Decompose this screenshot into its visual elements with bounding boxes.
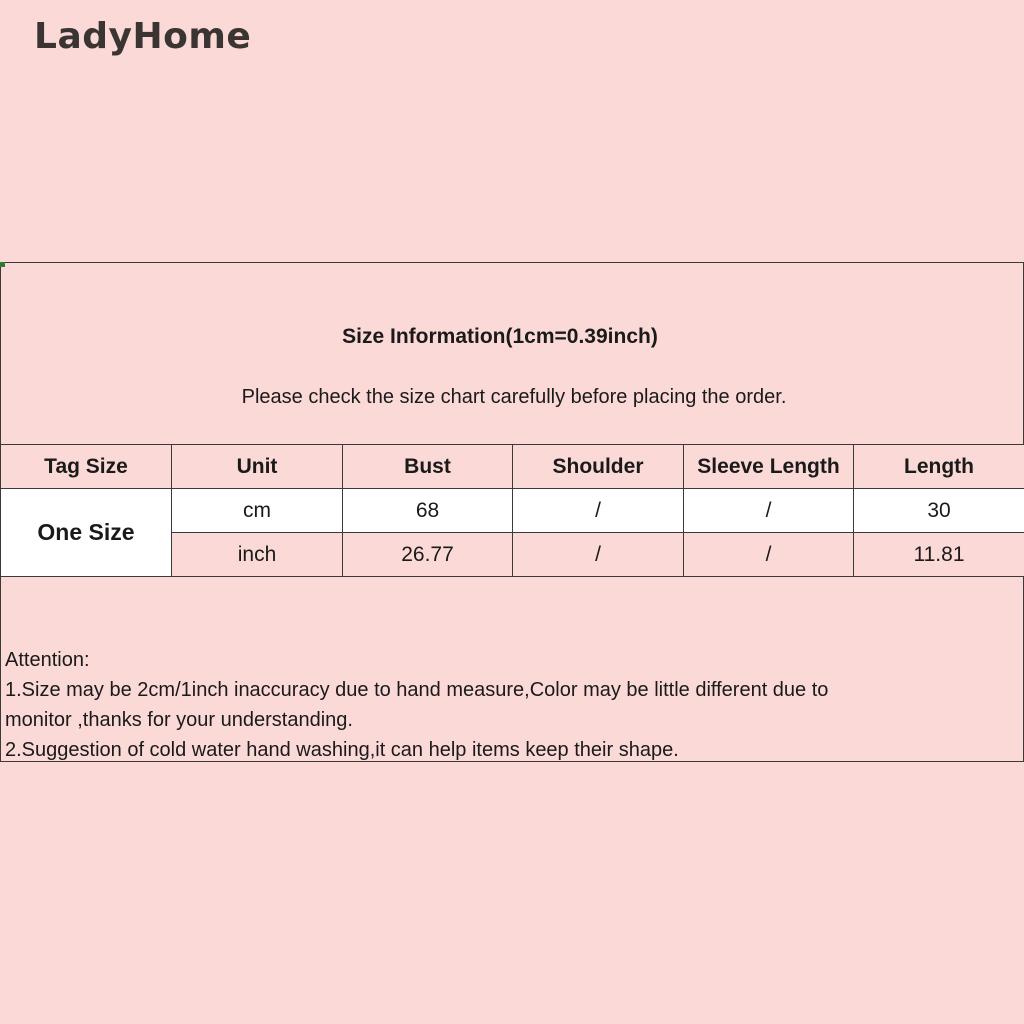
cell-sleeve-length: /	[684, 489, 854, 533]
header-sleeve-length: Sleeve Length	[684, 445, 854, 489]
cell-shoulder: /	[513, 489, 684, 533]
attention-line-2: monitor ,thanks for your understanding.	[5, 709, 353, 731]
cell-unit: inch	[172, 533, 343, 577]
cell-shoulder: /	[513, 533, 684, 577]
cell-bust: 68	[343, 489, 513, 533]
header-shoulder: Shoulder	[513, 445, 684, 489]
cell-length: 11.81	[854, 533, 1024, 577]
attention-notes	[5, 645, 1015, 765]
cell-bust: 26.77	[343, 533, 513, 577]
header-bust: Bust	[343, 445, 513, 489]
brand-logo: LadyHome	[34, 16, 252, 57]
header-unit: Unit	[172, 445, 343, 489]
header-tag-size: Tag Size	[1, 445, 172, 489]
tag-size-cell: One Size	[1, 489, 172, 577]
header-length: Length	[854, 445, 1024, 489]
cell-length: 30	[854, 489, 1024, 533]
size-info-subheading: Please check the size chart carefully before placing the order.	[241, 386, 787, 408]
size-table	[0, 444, 1024, 577]
cell-sleeve-length: /	[684, 533, 854, 577]
attention-line-3: 2.Suggestion of cold water hand washing,it can help items keep their shape.	[5, 739, 679, 761]
sheet-corner-marker	[0, 262, 5, 267]
attention-title: Attention:	[5, 649, 90, 671]
size-info-heading: Size Information(1cm=0.39inch)	[342, 325, 658, 348]
attention-line-1: 1.Size may be 2cm/1inch inaccuracy due to hand measure,Color may be little different due to	[5, 679, 829, 701]
table-row-cm	[1, 489, 1024, 533]
cell-unit: cm	[172, 489, 343, 533]
size-info-sheet	[0, 262, 1024, 762]
size-table-header-row	[1, 445, 1024, 489]
